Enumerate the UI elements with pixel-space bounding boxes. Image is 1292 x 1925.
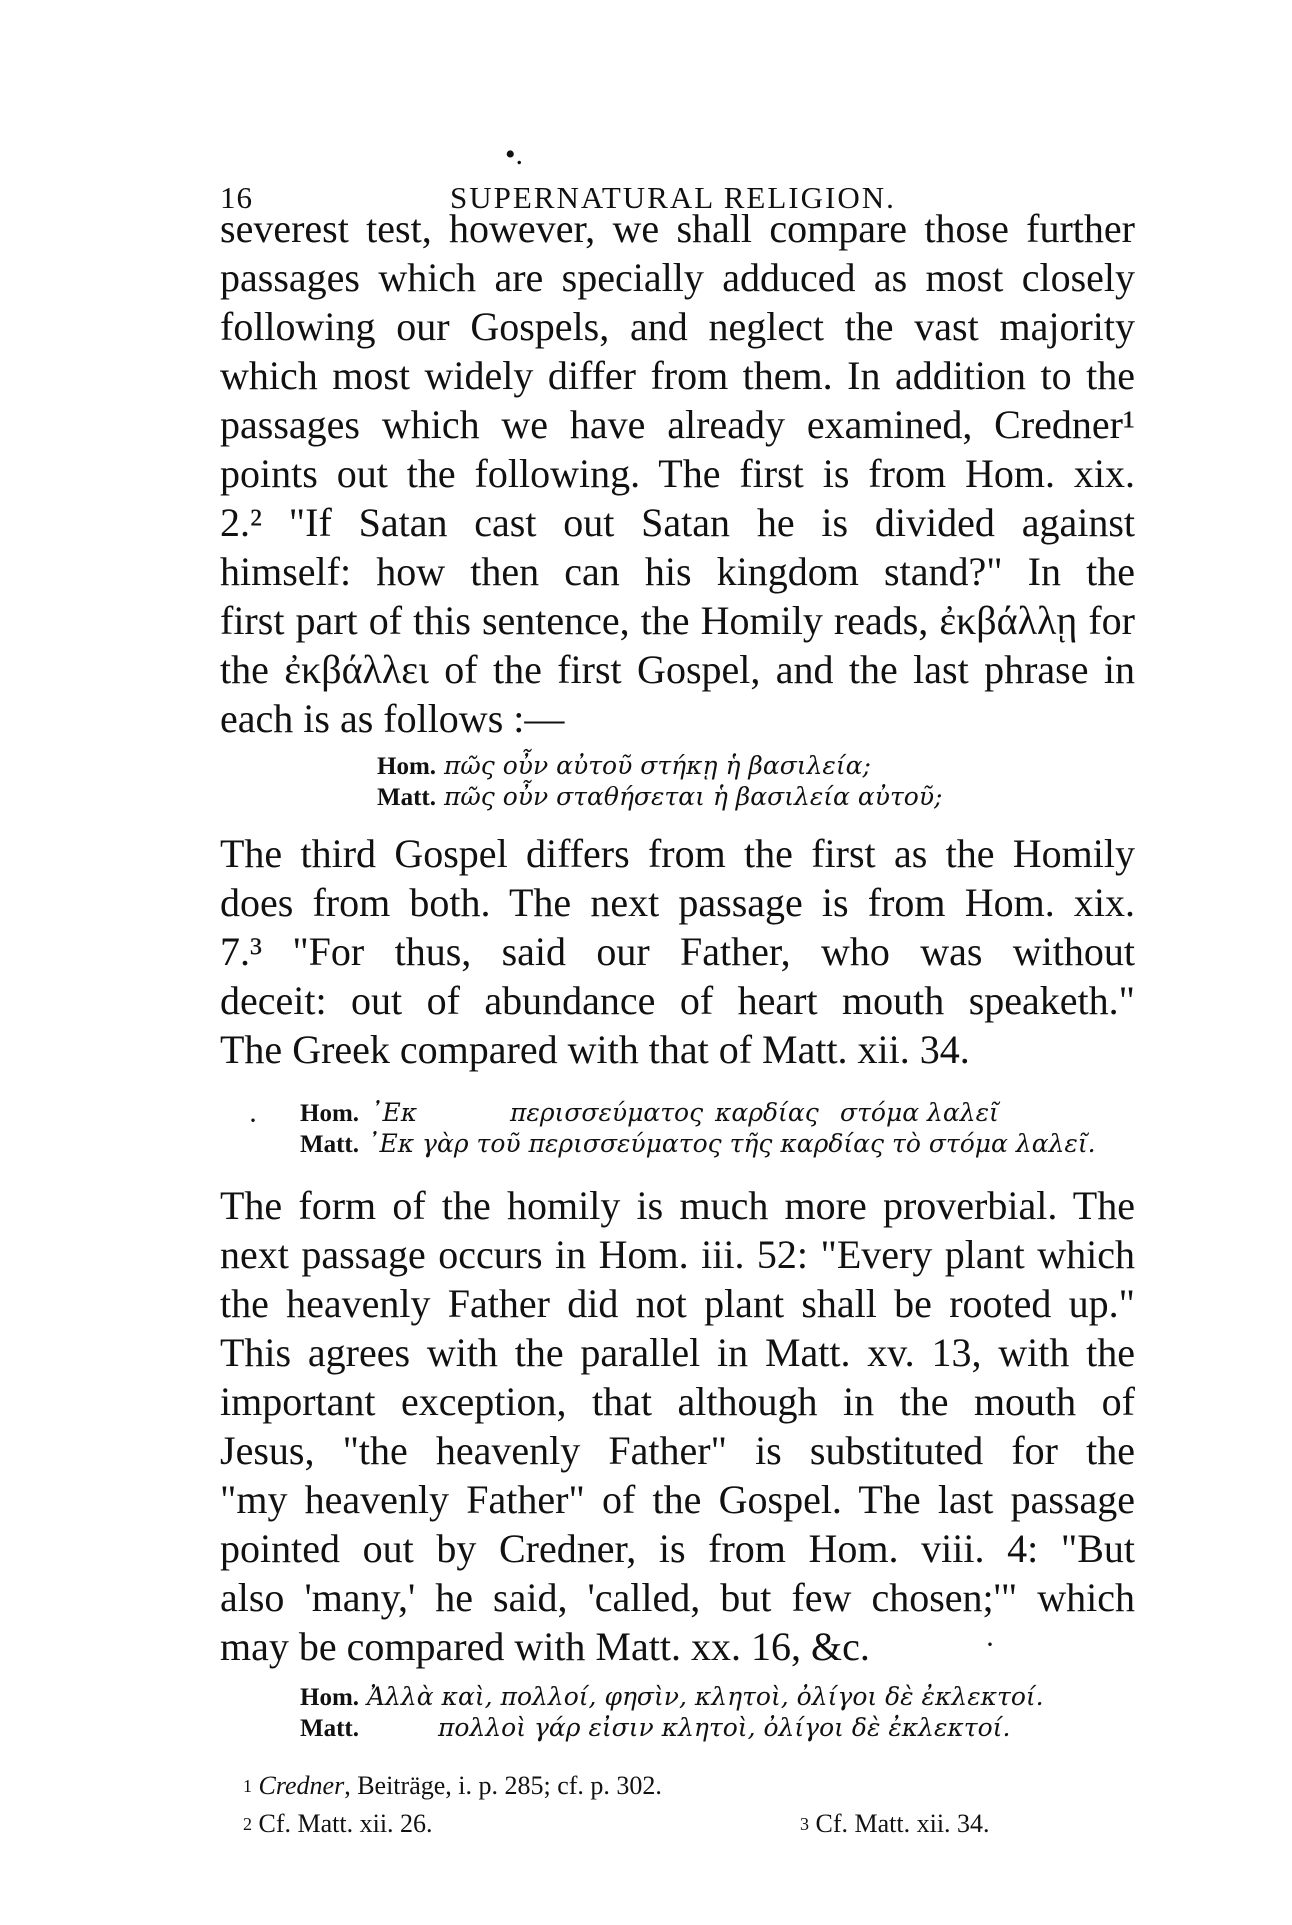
quote-text: ᾿Εκ γὰρ τοῦ περισσεύματος τῆς καρδίας τὸ στόμα λαλεῖ. xyxy=(366,1129,1096,1158)
quote-text: πῶς οὖν αὐτοῦ στήκῃ ἡ βασιλεία; xyxy=(443,751,871,780)
text-line: the heavenly Father did not plant shall be rooted up." xyxy=(220,1281,1135,1326)
quote-text: πῶς οὖν σταθήσεται ἡ βασιλεία αὐτοῦ; xyxy=(443,782,943,811)
text-line: himself: how then can his kingdom stand?" In the xyxy=(220,549,1135,594)
quote-label: Matt. xyxy=(377,784,436,811)
running-title: SUPERNATURAL RELIGION. xyxy=(450,180,896,215)
footnote-author: Credner xyxy=(258,1771,345,1800)
quote-label: Hom. xyxy=(300,1100,360,1127)
stray-mark: · xyxy=(985,1628,995,1661)
text-line: the ἐκβάλλει of the first Gospel, and the last phrase in xyxy=(220,647,1135,692)
text-line: pointed out by Credner, is from Hom. viii. 4: "But xyxy=(220,1526,1135,1571)
footnote-2 xyxy=(243,1808,433,1840)
quote-label: Matt. xyxy=(300,1715,359,1742)
text-line: 2.² "If Satan cast out Satan he is divided against xyxy=(220,500,1135,545)
greek-quote-matt xyxy=(300,1713,1020,1744)
text-line: also 'many,' he said, 'called, but few chosen;'" which xyxy=(220,1575,1135,1620)
text-line: The form of the homily is much more proverbial. The xyxy=(220,1183,1135,1228)
text-line: 7.³ "For thus, said our Father, who was without xyxy=(220,929,1135,974)
text-line: next passage occurs in Hom. iii. 52: "Every plant which xyxy=(220,1232,1135,1277)
text-line: The Greek compared with that of Matt. xii. 34. xyxy=(220,1027,970,1072)
text-line: may be compared with Matt. xx. 16, &c. xyxy=(220,1624,870,1669)
text-line: The third Gospel differs from the first as the Homily xyxy=(220,831,1135,876)
quote-text: πολλοὶ γάρ εἰσιν κλητοὶ, ὀλίγοι δὲ ἐκλεκτοί. xyxy=(438,1713,1011,1742)
text-line: which most widely differ from them. In addition to the xyxy=(220,353,1135,398)
text-line: passages which we have already examined, Credner¹ xyxy=(220,402,1135,447)
footnote-mark: 1 xyxy=(243,1776,252,1796)
text-line: deceit: out of abundance of heart mouth speaketh." xyxy=(220,978,1135,1023)
footnote-text: Cf. Matt. xii. 26. xyxy=(258,1809,433,1838)
footnote-mark: 3 xyxy=(800,1814,809,1834)
quote-word: στόμα λαλεῖ xyxy=(840,1098,999,1127)
text-line: does from both. The next passage is from Hom. xix. xyxy=(220,880,1135,925)
greek-quote-matt xyxy=(300,1129,1096,1160)
quote-label: Hom. xyxy=(377,753,437,780)
greek-quote-hom xyxy=(300,1682,1044,1713)
footnote-1 xyxy=(243,1770,662,1802)
quote-word: περισσεύματος xyxy=(510,1098,704,1127)
quote-word: καρδίας xyxy=(715,1098,819,1127)
footnote-mark: 2 xyxy=(243,1814,252,1834)
greek-quote-matt xyxy=(377,782,942,813)
greek-quote-hom xyxy=(300,1098,999,1129)
page-number: 16 xyxy=(220,180,253,215)
quote-text: Ἀλλὰ καὶ, πολλοί, φησὶν, κλητοὶ, ὀλίγοι δὲ ἐκλεκτοί. xyxy=(366,1682,1044,1711)
text-line: Jesus, "the heavenly Father" is substituted for the xyxy=(220,1428,1135,1473)
text-line: each is as follows :— xyxy=(220,696,565,741)
footnote-text: , Beiträge, i. p. 285; cf. p. 302. xyxy=(344,1771,662,1800)
text-line: points out the following. The first is from Hom. xix. xyxy=(220,451,1135,496)
quote-label: Matt. xyxy=(300,1131,359,1158)
footnote-3 xyxy=(800,1808,990,1840)
text-line: This agrees with the parallel in Matt. xv. 13, with the xyxy=(220,1330,1135,1375)
text-line: "my heavenly Father" of the Gospel. The last passage xyxy=(220,1477,1135,1522)
stray-mark: · xyxy=(248,1104,258,1137)
quote-label: Hom. xyxy=(300,1684,360,1711)
text-line: severest test, however, we shall compare those further xyxy=(220,206,1135,251)
text-line: following our Gospels, and neglect the vast majority xyxy=(220,304,1135,349)
print-speck: •. xyxy=(505,138,524,171)
text-line: important exception, that although in the mouth of xyxy=(220,1379,1135,1424)
footnote-text: Cf. Matt. xii. 34. xyxy=(815,1809,990,1838)
greek-quote-hom xyxy=(377,751,871,782)
text-line: passages which are specially adduced as most closely xyxy=(220,255,1135,300)
quote-word: ᾿Εκ xyxy=(370,1098,418,1127)
text-line: first part of this sentence, the Homily reads, ἐκβάλλῃ for xyxy=(220,598,1135,643)
